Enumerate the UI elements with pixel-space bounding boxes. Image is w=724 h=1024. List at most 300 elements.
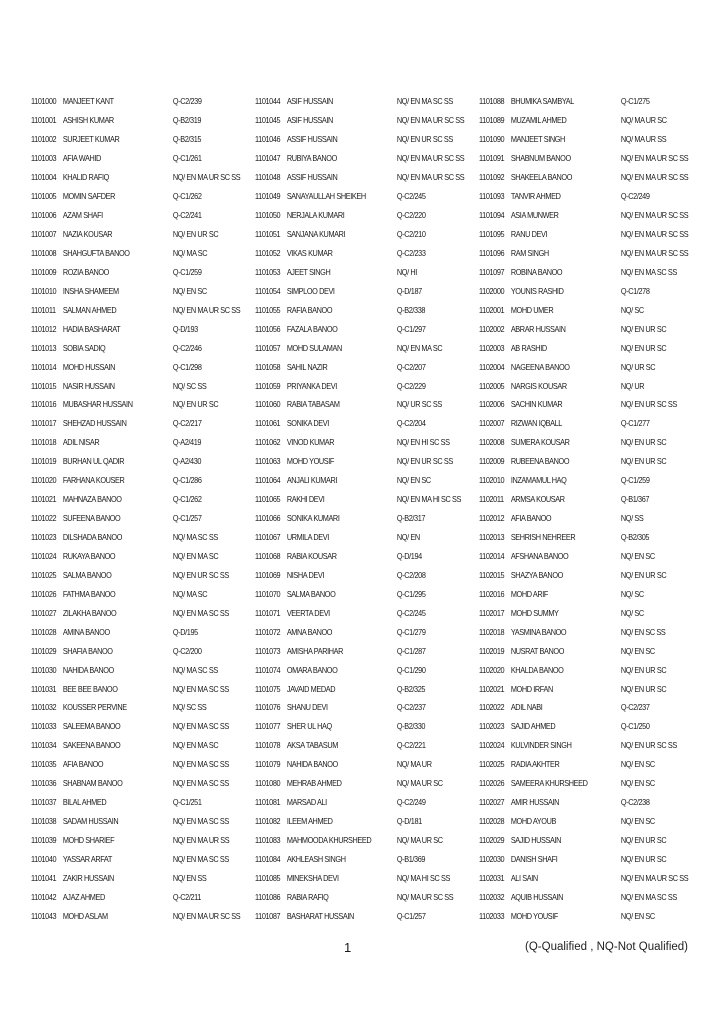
- roll-number: 1102013: [479, 532, 505, 543]
- result-status: NQ/ EN SC: [620, 550, 655, 561]
- candidate-name: BHUMIKA SAMBYAL: [510, 96, 574, 107]
- result-status: NQ/ SC: [620, 607, 644, 618]
- candidate-name: AMIR HUSSAIN: [510, 797, 559, 808]
- candidate-name: SANJANA KUMARI: [286, 229, 346, 240]
- result-row: [31, 244, 255, 263]
- result-status: Q-C1/278: [620, 285, 650, 296]
- roll-number: 1101018: [31, 437, 57, 448]
- candidate-name: YASMINA BANOO: [510, 626, 567, 637]
- candidate-name: RANU DEVI: [510, 229, 548, 240]
- candidate-name: ADIL NISAR: [62, 437, 100, 448]
- candidate-name: ROZIA BANOO: [62, 266, 109, 277]
- result-status: NQ/ MA UR SC: [396, 778, 443, 789]
- result-status: NQ/ EN UR SC: [620, 835, 667, 846]
- roll-number: 1101092: [479, 172, 505, 183]
- candidate-name: NAHIDA BANOO: [286, 759, 338, 770]
- candidate-name: RAKHI DEVI: [286, 494, 325, 505]
- candidate-name: VIKAS KUMAR: [286, 247, 333, 258]
- candidate-name: KULVINDER SINGH: [510, 740, 572, 751]
- candidate-name: AJEET SINGH: [286, 266, 331, 277]
- candidate-name: ASSIF HUSSAIN: [286, 172, 338, 183]
- roll-number: 1101089: [479, 115, 505, 126]
- result-row: [479, 584, 703, 603]
- candidate-name: MINEKSHA DEVI: [286, 872, 339, 883]
- result-status: NQ/ EN MA UR SC SS: [620, 172, 689, 183]
- result-row: [31, 736, 255, 755]
- result-row: [479, 660, 703, 679]
- result-row: [31, 906, 255, 925]
- result-row: [479, 168, 703, 187]
- candidate-name: RAFIA BANOO: [286, 304, 333, 315]
- roll-number: 1101094: [479, 210, 505, 221]
- result-row: [479, 603, 703, 622]
- roll-number: 1102000: [479, 285, 505, 296]
- candidate-name: BASHARAT HUSSAIN: [286, 910, 354, 921]
- result-status: Q-D/195: [172, 626, 198, 637]
- roll-number: 1102015: [479, 569, 505, 580]
- result-row: [479, 755, 703, 774]
- result-status: NQ/ EN HI SC SS: [396, 437, 450, 448]
- result-status: NQ/ EN UR SC: [620, 323, 667, 334]
- roll-number: 1101063: [255, 456, 281, 467]
- result-status: NQ/ EN SC: [620, 759, 655, 770]
- candidate-name: SHABNUM BANOO: [510, 153, 571, 164]
- result-status: NQ/ HI: [396, 266, 417, 277]
- result-status: Q-C2/245: [396, 607, 426, 618]
- candidate-name: ANJALI KUMARI: [286, 475, 338, 486]
- result-row: [479, 206, 703, 225]
- roll-number: 1101033: [31, 721, 57, 732]
- candidate-name: SALMA BANOO: [286, 588, 336, 599]
- result-row: [31, 850, 255, 869]
- candidate-name: SHAFIA BANOO: [62, 645, 113, 656]
- result-status: Q-C2/211: [172, 891, 201, 902]
- roll-number: 1102008: [479, 437, 505, 448]
- roll-number: 1101093: [479, 191, 505, 202]
- roll-number: 1101000: [31, 96, 57, 107]
- candidate-name: MOHD HUSSAIN: [62, 361, 116, 372]
- roll-number: 1101086: [255, 891, 281, 902]
- roll-number: 1101087: [255, 910, 281, 921]
- result-status: Q-C2/246: [172, 342, 202, 353]
- result-status: Q-C1/262: [172, 191, 202, 202]
- result-status: NQ/ MA UR SC SS: [396, 891, 454, 902]
- result-row: [479, 868, 703, 887]
- candidate-name: SHEHZAD HUSSAIN: [62, 418, 127, 429]
- result-row: [31, 281, 255, 300]
- roll-number: 1102020: [479, 664, 505, 675]
- result-row: [31, 528, 255, 547]
- roll-number: 1101074: [255, 664, 281, 675]
- result-row: [31, 717, 255, 736]
- result-status: NQ/ EN MA UR SC SS: [620, 210, 689, 221]
- candidate-name: SHABNAM BANOO: [62, 778, 123, 789]
- result-status: NQ/ EN UR SC: [620, 456, 667, 467]
- candidate-name: FATHMA BANOO: [62, 588, 116, 599]
- candidate-name: RABIA KOUSAR: [286, 550, 337, 561]
- result-row: [255, 262, 479, 281]
- result-row: [31, 319, 255, 338]
- result-status: NQ/ UR SC SS: [396, 399, 442, 410]
- result-status: Q-C1/261: [172, 153, 202, 164]
- result-status: NQ/ EN MA UR SC SS: [620, 229, 689, 240]
- candidate-name: DILSHADA BANOO: [62, 532, 122, 543]
- roll-number: 1101035: [31, 759, 57, 770]
- roll-number: 1101075: [255, 683, 281, 694]
- candidate-name: ASIF HUSSAIN: [286, 115, 333, 126]
- candidate-name: INZAMAMUL HAQ: [510, 475, 567, 486]
- result-status: Q-C1/257: [396, 910, 426, 921]
- roll-number: 1102027: [479, 797, 505, 808]
- result-status: NQ/ EN UR SC: [620, 853, 667, 864]
- roll-number: 1101084: [255, 853, 281, 864]
- roll-number: 1101055: [255, 304, 281, 315]
- candidate-name: KHALID RAFIQ: [62, 172, 109, 183]
- roll-number: 1101097: [479, 266, 505, 277]
- result-row: [479, 850, 703, 869]
- result-row: [31, 395, 255, 414]
- candidate-name: MANJEET SINGH: [510, 134, 565, 145]
- result-row: [31, 660, 255, 679]
- roll-number: 1102031: [479, 872, 505, 883]
- roll-number: 1102014: [479, 550, 505, 561]
- roll-number: 1102012: [479, 513, 505, 524]
- result-status: NQ/ EN MA SC: [172, 740, 219, 751]
- candidate-name: NAHIDA BANOO: [62, 664, 114, 675]
- result-row: [479, 906, 703, 925]
- result-row: [255, 736, 479, 755]
- result-status: NQ/ EN MA SC SS: [172, 816, 229, 827]
- result-status: NQ/ MA UR: [396, 759, 432, 770]
- result-row: [31, 92, 255, 111]
- result-row: [255, 906, 479, 925]
- result-row: [479, 187, 703, 206]
- roll-number: 1101061: [255, 418, 281, 429]
- roll-number: 1101044: [255, 96, 281, 107]
- roll-number: 1101081: [255, 797, 281, 808]
- result-row: [479, 641, 703, 660]
- result-status: NQ/ EN MA SC SS: [172, 721, 229, 732]
- candidate-name: NUSRAT BANOO: [510, 645, 564, 656]
- result-row: [31, 584, 255, 603]
- candidate-name: RIZWAN IQBALL: [510, 418, 562, 429]
- result-row: [479, 547, 703, 566]
- candidate-name: SAJID HUSSAIN: [510, 835, 562, 846]
- candidate-name: AQUIB HUSSAIN: [510, 891, 564, 902]
- result-status: Q-C1/298: [172, 361, 202, 372]
- result-row: [255, 660, 479, 679]
- candidate-name: BEE BEE BANOO: [62, 683, 118, 694]
- candidate-name: RUBIYA BANOO: [286, 153, 337, 164]
- result-row: [255, 528, 479, 547]
- result-row: [31, 206, 255, 225]
- candidate-name: SACHIN KUMAR: [510, 399, 563, 410]
- roll-number: 1102028: [479, 816, 505, 827]
- result-status: Q-C1/297: [396, 323, 426, 334]
- roll-number: 1101019: [31, 456, 57, 467]
- roll-number: 1101085: [255, 872, 281, 883]
- result-status: Q-D/194: [396, 550, 422, 561]
- result-row: [31, 490, 255, 509]
- result-status: Q-C2/210: [396, 229, 426, 240]
- result-status: NQ/ MA SC: [172, 588, 208, 599]
- candidate-name: MANJEET KANT: [62, 96, 114, 107]
- roll-number: 1101027: [31, 607, 57, 618]
- result-status: NQ/ EN UR SC: [172, 229, 219, 240]
- candidate-name: MAHNAZA BANOO: [62, 494, 122, 505]
- roll-number: 1102025: [479, 759, 505, 770]
- result-status: NQ/ EN UR SC SS: [620, 399, 677, 410]
- result-row: [31, 471, 255, 490]
- roll-number: 1101046: [255, 134, 281, 145]
- result-row: [479, 698, 703, 717]
- result-status: NQ/ EN UR SC: [620, 569, 667, 580]
- result-row: [31, 641, 255, 660]
- candidate-name: OMARA BANOO: [286, 664, 338, 675]
- result-status: Q-B1/369: [396, 853, 426, 864]
- result-status: Q-A2/430: [172, 456, 202, 467]
- result-row: [31, 168, 255, 187]
- roll-number: 1102016: [479, 588, 505, 599]
- roll-number: 1101039: [31, 835, 57, 846]
- roll-number: 1101065: [255, 494, 281, 505]
- roll-number: 1101041: [31, 872, 57, 883]
- result-row: [255, 168, 479, 187]
- result-row: [479, 812, 703, 831]
- roll-number: 1101012: [31, 323, 57, 334]
- result-row: [479, 831, 703, 850]
- roll-number: 1101025: [31, 569, 57, 580]
- roll-number: 1101082: [255, 816, 281, 827]
- candidate-name: SONIKA KUMARI: [286, 513, 340, 524]
- result-row: [479, 887, 703, 906]
- result-status: NQ/ EN MA SC: [172, 550, 219, 561]
- candidate-name: MUZAMIL AHMED: [510, 115, 567, 126]
- result-status: Q-C2/245: [396, 191, 426, 202]
- candidate-name: MOHD AYOUB: [510, 816, 556, 827]
- result-status: Q-C2/217: [172, 418, 202, 429]
- roll-number: 1102001: [479, 304, 505, 315]
- result-status: NQ/ EN SS: [172, 872, 207, 883]
- candidate-name: SHER UL HAQ: [286, 721, 332, 732]
- result-status: NQ/ EN UR SC: [620, 664, 667, 675]
- results-column-3: [479, 92, 724, 925]
- candidate-name: URMILA DEVI: [286, 532, 329, 543]
- roll-number: 1102021: [479, 683, 505, 694]
- result-status: NQ/ EN MA SC SS: [172, 759, 229, 770]
- roll-number: 1101072: [255, 626, 281, 637]
- result-row: [255, 509, 479, 528]
- roll-number: 1101080: [255, 778, 281, 789]
- roll-number: 1101014: [31, 361, 57, 372]
- result-row: [31, 509, 255, 528]
- result-row: [255, 338, 479, 357]
- roll-number: 1101049: [255, 191, 281, 202]
- result-row: [479, 300, 703, 319]
- candidate-name: MOHD SULAMAN: [286, 342, 342, 353]
- result-row: [31, 565, 255, 584]
- candidate-name: DANISH SHAFI: [510, 853, 558, 864]
- roll-number: 1101005: [31, 191, 57, 202]
- candidate-name: SHAZYA BANOO: [510, 569, 563, 580]
- result-status: Q-C2/200: [172, 645, 202, 656]
- roll-number: 1102003: [479, 342, 505, 353]
- candidate-name: SURJEET KUMAR: [62, 134, 120, 145]
- roll-number: 1102018: [479, 626, 505, 637]
- result-row: [31, 793, 255, 812]
- roll-number: 1101090: [479, 134, 505, 145]
- result-row: [31, 831, 255, 850]
- roll-number: 1101017: [31, 418, 57, 429]
- result-status: NQ/ MA UR SC: [396, 835, 443, 846]
- result-status: Q-D/193: [172, 323, 198, 334]
- result-row: [479, 490, 703, 509]
- result-row: [31, 130, 255, 149]
- candidate-name: VINOD KUMAR: [286, 437, 335, 448]
- result-row: [31, 357, 255, 376]
- result-status: Q-B2/338: [396, 304, 426, 315]
- candidate-name: AJAZ AHMED: [62, 891, 105, 902]
- result-row: [255, 319, 479, 338]
- result-row: [255, 755, 479, 774]
- result-row: [479, 433, 703, 452]
- candidate-name: ASIF HUSSAIN: [286, 96, 333, 107]
- candidate-name: MOHD ASLAM: [62, 910, 108, 921]
- result-status: NQ/ EN UR SC: [620, 437, 667, 448]
- result-row: [255, 92, 479, 111]
- roll-number: 1101083: [255, 835, 281, 846]
- roll-number: 1101015: [31, 380, 57, 391]
- result-row: [31, 300, 255, 319]
- roll-number: 1101043: [31, 910, 57, 921]
- roll-number: 1101069: [255, 569, 281, 580]
- result-status: NQ/ EN MA UR SC SS: [396, 153, 465, 164]
- roll-number: 1102006: [479, 399, 505, 410]
- result-status: Q-B2/315: [172, 134, 202, 145]
- result-status: NQ/ EN: [396, 532, 420, 543]
- roll-number: 1101032: [31, 702, 57, 713]
- roll-number: 1101016: [31, 399, 57, 410]
- roll-number: 1101038: [31, 816, 57, 827]
- roll-number: 1102010: [479, 475, 505, 486]
- roll-number: 1102024: [479, 740, 505, 751]
- roll-number: 1101006: [31, 210, 57, 221]
- result-status: NQ/ SS: [620, 513, 644, 524]
- roll-number: 1101091: [479, 153, 505, 164]
- result-status: Q-A2/419: [172, 437, 202, 448]
- result-status: NQ/ MA SC SS: [172, 532, 218, 543]
- candidate-name: SUMERA KOUSAR: [510, 437, 570, 448]
- result-row: [255, 641, 479, 660]
- result-row: [255, 584, 479, 603]
- result-status: NQ/ EN MA SC SS: [172, 683, 229, 694]
- roll-number: 1101011: [31, 304, 56, 315]
- candidate-name: SAJID AHMED: [510, 721, 556, 732]
- roll-number: 1102009: [479, 456, 505, 467]
- candidate-name: RABIA TABASAM: [286, 399, 340, 410]
- roll-number: 1101064: [255, 475, 281, 486]
- roll-number: 1101037: [31, 797, 57, 808]
- roll-number: 1101036: [31, 778, 57, 789]
- result-row: [255, 679, 479, 698]
- result-status: NQ/ EN UR SC: [172, 399, 219, 410]
- roll-number: 1101077: [255, 721, 281, 732]
- result-status: NQ/ EN UR SC: [620, 342, 667, 353]
- result-row: [31, 812, 255, 831]
- roll-number: 1101048: [255, 172, 281, 183]
- result-row: [255, 244, 479, 263]
- candidate-name: MUBASHAR HUSSAIN: [62, 399, 133, 410]
- result-row: [479, 395, 703, 414]
- candidate-name: BILAL AHMED: [62, 797, 107, 808]
- result-row: [255, 433, 479, 452]
- roll-number: 1101034: [31, 740, 57, 751]
- result-status: Q-B2/330: [396, 721, 426, 732]
- roll-number: 1102007: [479, 418, 505, 429]
- candidate-name: RADIA AKHTER: [510, 759, 560, 770]
- result-row: [255, 452, 479, 471]
- result-row: [255, 187, 479, 206]
- candidate-name: AFIA BANOO: [62, 759, 104, 770]
- roll-number: 1101073: [255, 645, 281, 656]
- candidate-name: JAVAID MEDAD: [286, 683, 336, 694]
- result-status: NQ/ EN MA UR SC SS: [396, 172, 465, 183]
- result-status: NQ/ EN MA SC SS: [396, 96, 453, 107]
- result-row: [479, 262, 703, 281]
- result-row: [479, 736, 703, 755]
- roll-number: 1101095: [479, 229, 505, 240]
- candidate-name: AFIA WAHID: [62, 153, 101, 164]
- result-row: [479, 565, 703, 584]
- result-row: [31, 603, 255, 622]
- result-row: [479, 130, 703, 149]
- result-status: NQ/ MA HI SC SS: [396, 872, 451, 883]
- result-status: Q-C1/277: [620, 418, 650, 429]
- result-row: [255, 130, 479, 149]
- roll-number: 1101021: [31, 494, 57, 505]
- roll-number: 1101079: [255, 759, 281, 770]
- roll-number: 1101002: [31, 134, 57, 145]
- result-status: NQ/ SC: [620, 304, 644, 315]
- candidate-name: SALEEMA BANOO: [62, 721, 121, 732]
- candidate-name: SAHIL NAZIR: [286, 361, 328, 372]
- candidate-name: PRIYANKA DEVI: [286, 380, 337, 391]
- roll-number: 1102005: [479, 380, 505, 391]
- candidate-name: SOBIA SADIQ: [62, 342, 106, 353]
- roll-number: 1101054: [255, 285, 281, 296]
- candidate-name: NERJALA KUMARI: [286, 210, 345, 221]
- candidate-name: NISHA DEVI: [286, 569, 324, 580]
- candidate-name: AKHLEASH SINGH: [286, 853, 346, 864]
- result-row: [255, 111, 479, 130]
- candidate-name: SIMPLOO DEVI: [286, 285, 335, 296]
- candidate-name: HADIA BASHARAT: [62, 323, 121, 334]
- candidate-name: MOHD YOUSIF: [286, 456, 335, 467]
- result-row: [31, 452, 255, 471]
- result-status: Q-D/181: [396, 816, 422, 827]
- roll-number: 1101030: [31, 664, 57, 675]
- roll-number: 1101057: [255, 342, 281, 353]
- candidate-name: RUKAYA BANOO: [62, 550, 116, 561]
- result-status: NQ/ SC SS: [172, 380, 207, 391]
- roll-number: 1101053: [255, 266, 281, 277]
- roll-number: 1101059: [255, 380, 281, 391]
- candidate-name: AMINA BANOO: [62, 626, 110, 637]
- candidate-name: SEHRISH NEHREER: [510, 532, 576, 543]
- roll-number: 1101020: [31, 475, 57, 486]
- page-number: 1: [344, 940, 352, 955]
- result-status: Q-C2/229: [396, 380, 426, 391]
